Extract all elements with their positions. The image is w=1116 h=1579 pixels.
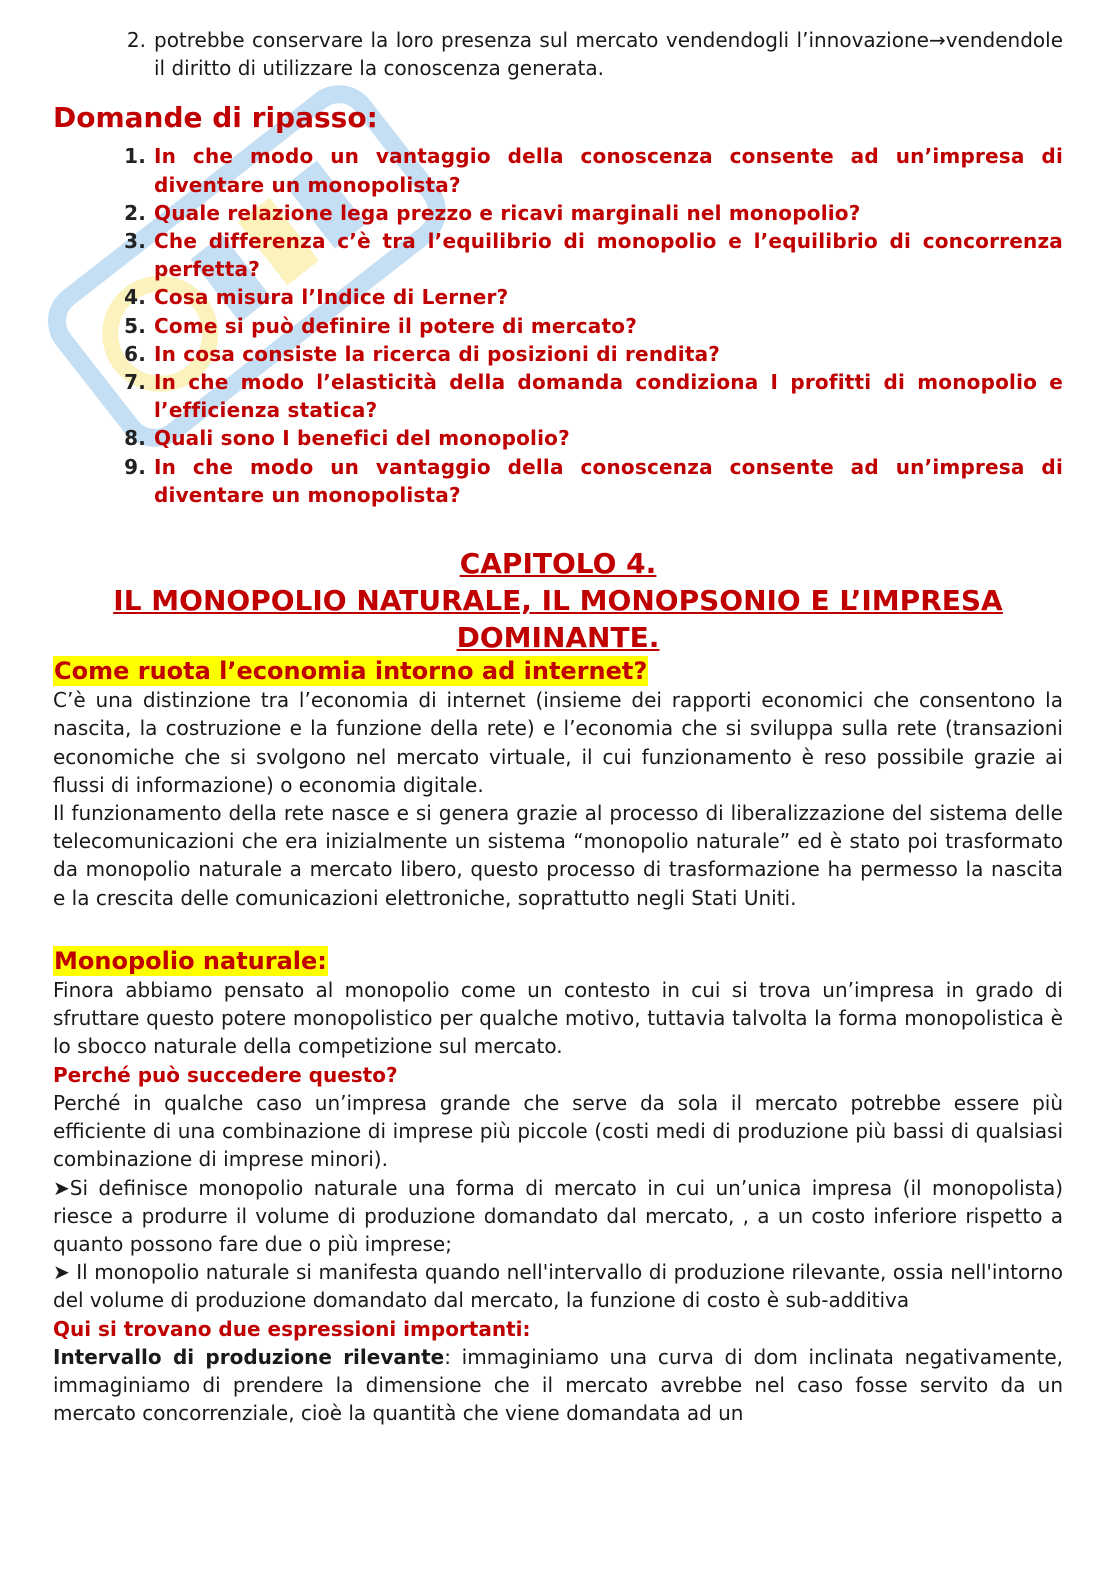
question-text: In che modo un vantaggio della conoscenza consente ad un’impresa di diventare un monopolista? bbox=[154, 454, 1063, 507]
term-definition: : immaginiamo una curva di dom inclinata negativamente, immaginiamo di prendere la dimensione che il mercato avrebbe nel caso fosse servito da un mercato concorrenziale, cioè la quantità che viene domandata ad un bbox=[53, 1344, 1063, 1426]
paragraph bbox=[53, 1343, 1063, 1428]
list-number: 2. bbox=[126, 28, 146, 52]
chapter-title-line: IL MONOPOLIO NATURALE, IL MONOPSONIO E L’IMPRESA bbox=[113, 584, 1003, 618]
term: Intervallo di produzione rilevante bbox=[53, 1344, 445, 1369]
review-questions-list bbox=[53, 142, 1063, 509]
question-text: Cosa misura l’Indice di Lerner? bbox=[154, 285, 509, 310]
review-heading: Domande di ripasso: bbox=[53, 101, 378, 135]
question-text: Quali sono I benefici del monopolio? bbox=[154, 426, 570, 451]
question-number: 9. bbox=[124, 454, 146, 479]
question-number: 6. bbox=[124, 341, 146, 366]
question-text: Che differenza c’è tra l’equilibrio di monopolio e l’equilibrio di concorrenza perfetta? bbox=[154, 229, 1063, 282]
paragraph: ➤ Il monopolio naturale si manifesta quando nell'intervallo di produzione rilevante, ossia nell'intorno del volume di produzione domandato dal mercato, la funzione di costo è sub-additiva bbox=[53, 1260, 1063, 1313]
subheading: Qui si trovano due espressioni importanti: bbox=[53, 1316, 531, 1341]
review-question bbox=[53, 312, 1063, 340]
list-text: potrebbe conservare la loro presenza sul mercato vendendogli l’innovazione→vendendole il diritto di utilizzare la conoscenza generata. bbox=[154, 28, 1063, 81]
question-number: 4. bbox=[124, 285, 146, 310]
paragraph: Perché in qualche caso un’impresa grande che serve da sola il mercato potrebbe essere più efficiente di una combinazione di imprese più piccole (costi medi di produzione più bassi di qualsiasi combinazione di imprese minori). bbox=[53, 1090, 1063, 1172]
review-question bbox=[53, 453, 1063, 509]
paragraph: Il funzionamento della rete nasce e si genera grazie al processo di liberalizzazione del sistema delle telecomunicazioni che era inizialmente un sistema “monopolio naturale” ed è stato poi trasformato da monopolio naturale a mercato libero, questo processo di trasformazione ha permesso la nascita e la crescita delle comunicazioni elettroniche, soprattutto negli Stati Uniti. bbox=[53, 801, 1063, 910]
list-item bbox=[53, 26, 1063, 82]
subheading: Perché può succedere questo? bbox=[53, 1062, 398, 1087]
paragraph: ➤Si definisce monopolio naturale una forma di mercato in cui un’unica impresa (il monopolista) riesce a produrre il volume di produzione domandato dal mercato, , a un costo inferiore rispetto a quanto possono fare due o più imprese; bbox=[53, 1175, 1063, 1256]
question-number: 1. bbox=[124, 144, 146, 169]
question-number: 8. bbox=[124, 426, 146, 451]
paragraph: C’è una distinzione tra l’economia di internet (insieme dei rapporti economici che consentono la nascita, la costruzione e la funzione della rete) e l’economia che si sviluppa sulla rete (transazioni economiche che si svolgono nel mercato virtuale, il cui funzionamento è reso possibile grazie ai flussi di informazione) o economia digitale. bbox=[53, 688, 1063, 797]
chapter-title bbox=[53, 545, 1063, 656]
question-text: In cosa consiste la ricerca di posizioni di rendita? bbox=[154, 341, 721, 366]
review-question bbox=[53, 283, 1063, 311]
question-number: 7. bbox=[124, 370, 146, 395]
section-heading-internet: Come ruota l’economia intorno ad internet? bbox=[54, 657, 648, 686]
question-number: 3. bbox=[124, 229, 146, 254]
question-text: Come si può definire il potere di mercato? bbox=[154, 313, 637, 338]
review-question bbox=[53, 227, 1063, 283]
paragraph: Finora abbiamo pensato al monopolio come un contesto in cui si trova un’impresa in grado di sfruttare questo potere monopolistico per qualche motivo, tuttavia talvolta la forma monopolistica è lo sbocco naturale della competizione sul mercato. bbox=[53, 978, 1063, 1059]
review-question bbox=[53, 199, 1063, 227]
chapter-number: CAPITOLO 4. bbox=[459, 547, 657, 581]
review-question bbox=[53, 368, 1063, 424]
question-number: 5. bbox=[124, 313, 146, 338]
review-question bbox=[53, 424, 1063, 452]
question-text: In che modo un vantaggio della conoscenza consente ad un’impresa di diventare un monopolista? bbox=[154, 144, 1063, 197]
question-text: In che modo l’elasticità della domanda condiziona I profitti di monopolio e l’efficienza statica? bbox=[154, 370, 1063, 423]
intro-list bbox=[53, 26, 1063, 82]
section-heading-monopolio-naturale: Monopolio naturale: bbox=[54, 946, 327, 975]
chapter-title-line: DOMINANTE. bbox=[456, 621, 660, 655]
question-number: 2. bbox=[124, 200, 146, 225]
question-text: Quale relazione lega prezzo e ricavi marginali nel monopolio? bbox=[154, 200, 861, 225]
review-question bbox=[53, 142, 1063, 198]
review-question bbox=[53, 340, 1063, 368]
